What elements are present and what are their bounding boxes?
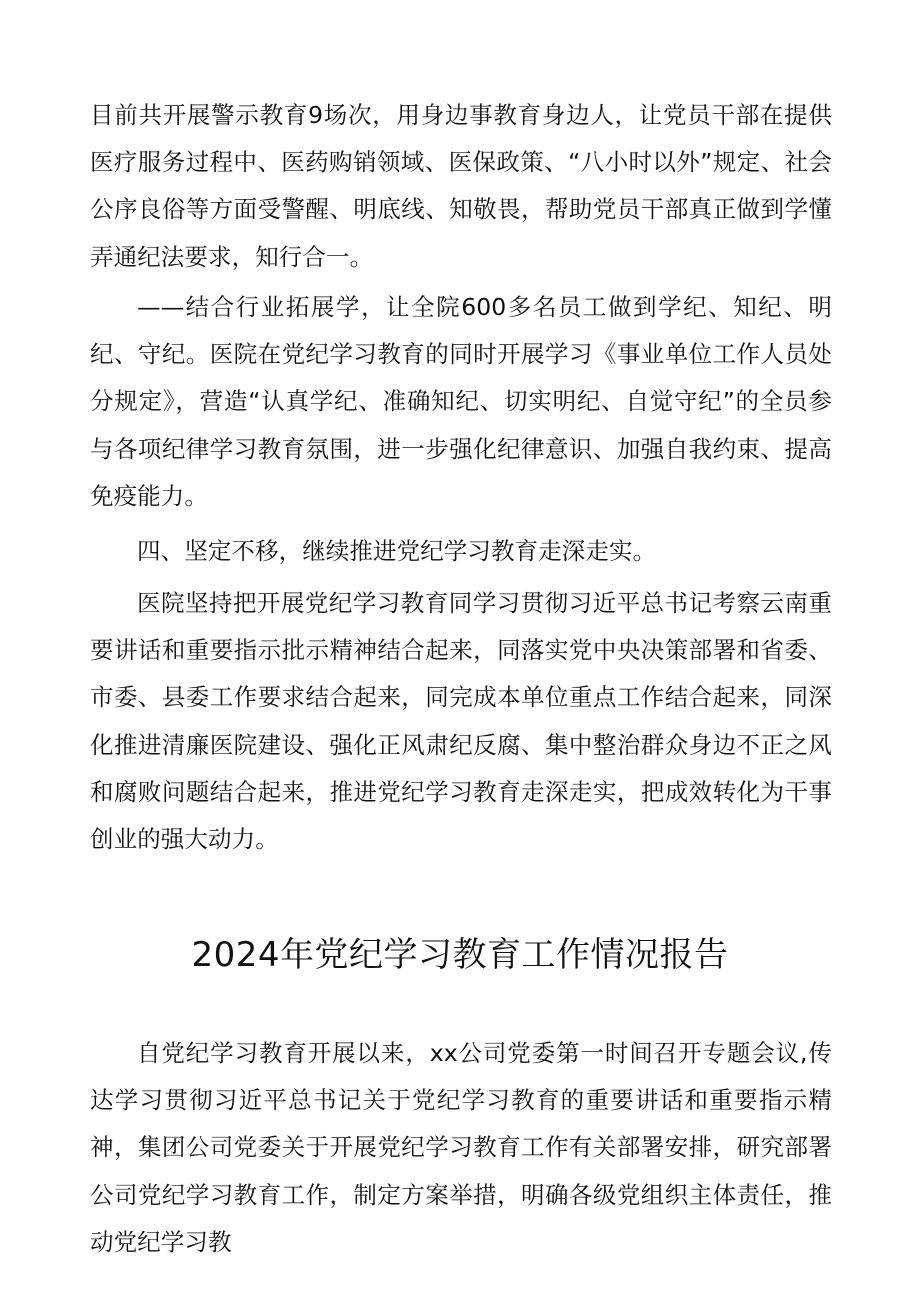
paragraph-industry-learning: ——结合行业拓展学，让全院600多名员工做到学纪、知纪、明纪、守纪。医院在党纪学习教育的同时开展学习《事业单位工作人员处分规定》，营造“认真学纪、准确知纪、切实明纪、自觉守纪”的全员参与各项纪律学习教育氛围，进一步强化纪律意识、加强自我约束、提高免疫能力。 — [90, 293, 832, 510]
paragraph-hospital-commitment: 医院坚持把开展党纪学习教育同学习贯彻习近平总书记考察云南重要讲话和重要指示批示精神结合起来，同落实党中央决策部署和省委、市委、县委工作要求结合起来，同完成本单位重点工作结合起来，同深化推进清廉医院建设、强化正风肃纪反腐、集中整治群众身边不正之风和腐败问题结合起来，推进党纪学习教育走深走实，把成效转化为干事创业的强大动力。 — [90, 589, 832, 854]
report-title: 2024年党纪学习教育工作情况报告 — [191, 935, 729, 975]
section-heading-four: 四、坚定不移，继续推进党纪学习教育走深走实。 — [137, 537, 657, 565]
report-intro-paragraph: 自党纪学习教育开展以来，xx公司党委第一时间召开专题会议,传达学习贯彻习近平总书记关于党纪学习教育的重要讲话和重要指示精神，集团公司党委关于开展党纪学习教育工作有关部署安排，研究部署公司党纪学习教育工作，制定方案举措，明确各级党组织主体责任，推动党纪学习教 — [90, 1039, 832, 1256]
paragraph-warning-education: 目前共开展警示教育9场次，用身边事教育身边人，让党员干部在提供医疗服务过程中、医药购销领域、医保政策、“八小时以外”规定、社会公序良俗等方面受警醒、明底线、知敬畏，帮助党员干部真正做到学懂弄通纪法要求，知行合一。 — [90, 101, 832, 271]
